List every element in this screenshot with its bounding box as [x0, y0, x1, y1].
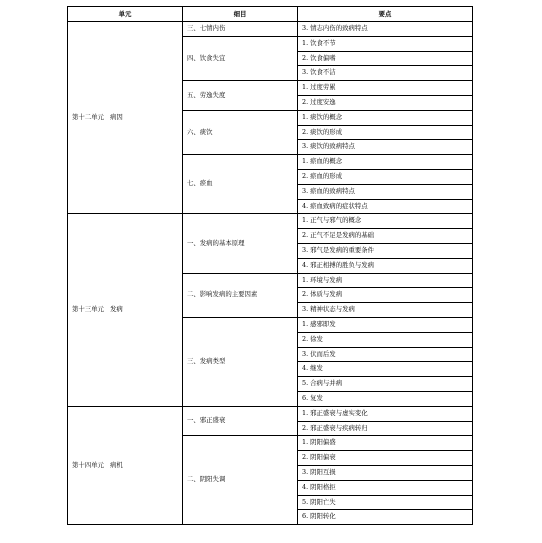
key-point-cell: 4. 邪正相搏的胜负与发病 — [298, 258, 473, 273]
key-point-cell: 3. 阴阳互损 — [298, 465, 473, 480]
unit-cell — [68, 214, 183, 406]
key-point-cell: 6. 阴阳转化 — [298, 510, 473, 525]
key-point-cell: 4. 瘀血致病的症状特点 — [298, 199, 473, 214]
key-point-cell: 1. 邪正盛衰与虚实变化 — [298, 406, 473, 421]
key-point-cell: 2. 阴阳偏衰 — [298, 451, 473, 466]
unit-name: 病因 — [109, 112, 123, 121]
unit-cell — [68, 22, 183, 214]
subtopic-cell: 二、阴阳失调 — [183, 436, 298, 525]
subtopic-cell: 一、邪正盛衰 — [183, 406, 298, 436]
key-point-cell: 1. 痰饮的概念 — [298, 110, 473, 125]
key-point-cell: 1. 饮食不节 — [298, 36, 473, 51]
unit-name: 病机 — [109, 460, 123, 469]
subtopic-cell: 七、瘀血 — [183, 155, 298, 214]
key-point-cell: 3. 精神状态与发病 — [298, 303, 473, 318]
table-row — [68, 406, 473, 421]
key-point-cell: 1. 过度劳累 — [298, 81, 473, 96]
key-point-cell: 1. 阴阳偏盛 — [298, 436, 473, 451]
header-unit: 单元 — [68, 7, 183, 22]
syllabus-table — [67, 6, 473, 525]
key-point-cell: 1. 感邪即发 — [298, 317, 473, 332]
subtopic-cell: 三、七情内伤 — [183, 22, 298, 37]
table-row — [68, 214, 473, 229]
key-point-cell: 3. 伏而后发 — [298, 347, 473, 362]
table-row — [68, 22, 473, 37]
key-point-cell: 1. 瘀血的概念 — [298, 155, 473, 170]
key-point-cell: 1. 环境与发病 — [298, 273, 473, 288]
header-row — [68, 7, 473, 22]
subtopic-cell: 三、发病类型 — [183, 317, 298, 406]
key-point-cell: 3. 痰饮的致病特点 — [298, 140, 473, 155]
key-point-cell: 3. 情志内伤的致病特点 — [298, 22, 473, 37]
key-point-cell: 6. 复发 — [298, 391, 473, 406]
subtopic-cell: 六、痰饮 — [183, 110, 298, 154]
subtopic-cell: 二、影响发病的主要因素 — [183, 273, 298, 317]
key-point-cell: 5. 合病与并病 — [298, 377, 473, 392]
key-point-cell: 2. 过度安逸 — [298, 95, 473, 110]
key-point-cell: 4. 继发 — [298, 362, 473, 377]
key-point-cell: 2. 痰饮的形成 — [298, 125, 473, 140]
unit-name: 发病 — [109, 305, 123, 314]
header-key-points: 要点 — [298, 7, 473, 22]
key-point-cell: 2. 邪正盛衰与疾病转归 — [298, 421, 473, 436]
header-subtopic: 细目 — [183, 7, 298, 22]
key-point-cell: 2. 饮食偏嗜 — [298, 51, 473, 66]
key-point-cell: 3. 饮食不洁 — [298, 66, 473, 81]
key-point-cell: 2. 徐发 — [298, 332, 473, 347]
unit-code: 第十二单元 — [72, 112, 104, 121]
key-point-cell: 2. 正气不足是发病的基础 — [298, 229, 473, 244]
key-point-cell: 1. 正气与邪气的概念 — [298, 214, 473, 229]
unit-cell — [68, 406, 183, 524]
key-point-cell: 4. 阴阳格拒 — [298, 480, 473, 495]
subtopic-cell: 五、劳逸失度 — [183, 81, 298, 111]
unit-code: 第十三单元 — [72, 305, 104, 314]
table-body — [68, 22, 473, 525]
key-point-cell: 3. 瘀血的致病特点 — [298, 184, 473, 199]
unit-code: 第十四单元 — [72, 460, 104, 469]
key-point-cell: 2. 瘀血的形成 — [298, 169, 473, 184]
key-point-cell: 2. 体质与发病 — [298, 288, 473, 303]
key-point-cell: 5. 阴阳亡失 — [298, 495, 473, 510]
key-point-cell: 3. 邪气是发病的重要条件 — [298, 243, 473, 258]
subtopic-cell: 四、饮食失宜 — [183, 36, 298, 80]
subtopic-cell: 一、发病的基本原理 — [183, 214, 298, 273]
